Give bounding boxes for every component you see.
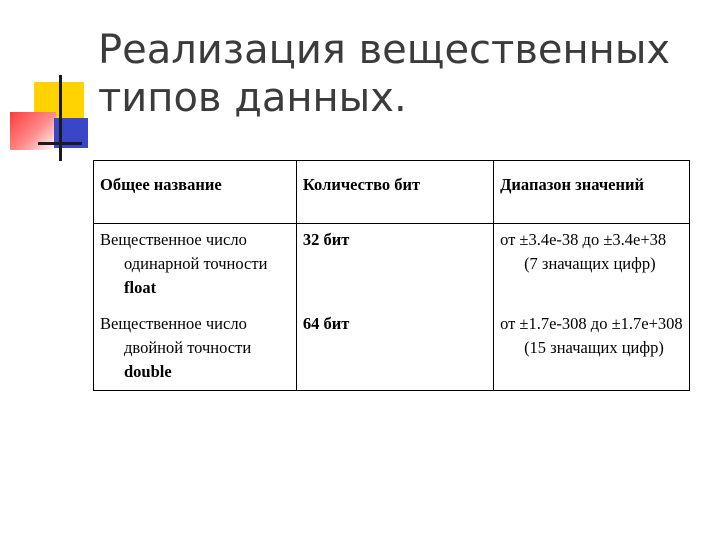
cell-range xyxy=(494,224,690,309)
type-name xyxy=(100,312,290,384)
cell-bits xyxy=(296,308,493,391)
value-range: от ±3.4e-38 до ±3.4e+38 (7 значащих цифр) xyxy=(500,230,667,273)
header-range: Диапазон значений xyxy=(494,161,690,224)
table-header-row xyxy=(94,161,690,224)
type-name xyxy=(100,228,290,300)
cell-bits xyxy=(296,224,493,309)
cell-name xyxy=(94,224,297,309)
horizontal-line-decoration xyxy=(38,142,82,145)
decorative-corner-graphic xyxy=(0,0,100,170)
type-name-text: Вещественное число одинарной точности xyxy=(100,230,268,273)
data-types-table xyxy=(93,160,690,391)
cell-range xyxy=(494,308,690,391)
type-name-text: Вещественное число двойной точности xyxy=(100,314,252,357)
table-row xyxy=(94,308,690,391)
bit-count: 64 бит xyxy=(302,314,350,333)
header-bits: Количество бит xyxy=(296,161,493,224)
table-row xyxy=(94,224,690,309)
cell-name xyxy=(94,308,297,391)
bit-count: 32 бит xyxy=(302,230,350,249)
header-name: Общее название xyxy=(94,161,297,224)
type-keyword: double xyxy=(124,362,172,381)
value-range: от ±1.7e-308 до ±1.7e+308 (15 значащих цифр) xyxy=(500,314,683,357)
slide-title: Реализация вещественных типов данных. xyxy=(98,27,671,121)
vertical-line-decoration xyxy=(59,75,62,161)
type-keyword: float xyxy=(124,278,157,297)
